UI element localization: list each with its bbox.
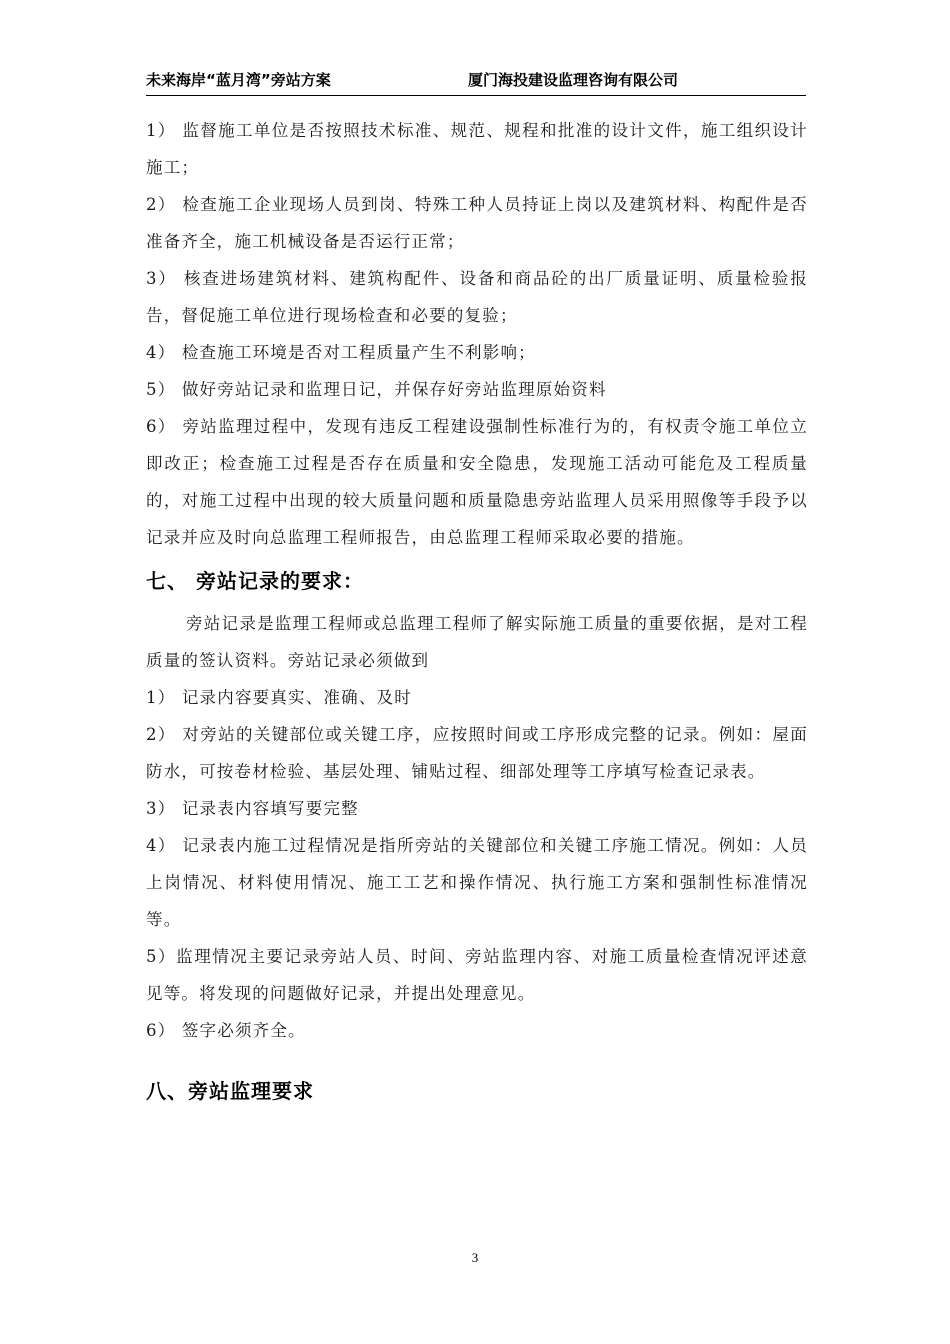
header-project-title: 未来海岸“蓝月湾”旁站方案 — [146, 71, 331, 89]
section-7-intro: 旁站记录是监理工程师或总监理工程师了解实际施工质量的重要依据，是对工程质量的签认资料。旁站记录必须做到 — [146, 614, 808, 670]
record-item-1: 1） 记录内容要真实、准确、及时 — [146, 688, 412, 707]
section-7-heading: 七、 旁站记录的要求： — [146, 569, 364, 593]
duty-item-1: 1） 监督施工单位是否按照技术标准、规范、规程和批准的设计文件，施工组织设计施工； — [146, 121, 808, 177]
duty-item-2: 2） 检查施工企业现场人员到岗、特殊工种人员持证上岗以及建筑材料、构配件是否准备齐全，施工机械设备是否运行正常； — [146, 195, 808, 251]
header-company-name: 厦门海投建设监理咨询有限公司 — [468, 71, 679, 89]
page-header — [146, 70, 806, 94]
header-rule — [146, 95, 806, 96]
duty-item-5: 5） 做好旁站记录和监理日记，并保存好旁站监理原始资料 — [146, 380, 607, 399]
page-number: 3 — [471, 1250, 479, 1265]
section-8-heading: 八、旁站监理要求 — [146, 1079, 314, 1103]
record-item-4: 4） 记录表内施工过程情况是指所旁站的关键部位和关键工序施工情况。例如：人员上岗情况、材料使用情况、施工工艺和操作情况、执行施工方案和强制性标准情况等。 — [146, 836, 808, 929]
duty-item-6: 6） 旁站监理过程中，发现有违反工程建设强制性标准行为的，有权责令施工单位立即改正；检查施工过程是否存在质量和安全隐患，发现施工活动可能危及工程质量的，对施工过程中出现的较大质量问题和质量隐患旁站监理人员采用照像等手段予以记录并应及时向总监理工程师报告，由总监理工程师采取必要的措施。 — [146, 417, 808, 547]
page-body — [146, 112, 808, 1111]
record-item-3: 3） 记录表内容填写要完整 — [146, 799, 359, 818]
record-item-5: 5）监理情况主要记录旁站人员、时间、旁站监理内容、对施工质量检查情况评述意见等。将发现的问题做好记录，并提出处理意见。 — [146, 947, 808, 1003]
duty-item-4: 4） 检查施工环境是否对工程质量产生不利影响； — [146, 343, 536, 362]
record-item-2: 2） 对旁站的关键部位或关键工序，应按照时间或工序形成完整的记录。例如：屋面防水，可按卷材检验、基层处理、铺贴过程、细部处理等工序填写检查记录表。 — [146, 725, 808, 781]
record-item-6: 6） 签字必须齐全。 — [146, 1021, 306, 1040]
duty-item-3: 3） 核查进场建筑材料、建筑构配件、设备和商品砼的出厂质量证明、质量检验报告，督促施工单位进行现场检查和必要的复验； — [146, 269, 808, 325]
